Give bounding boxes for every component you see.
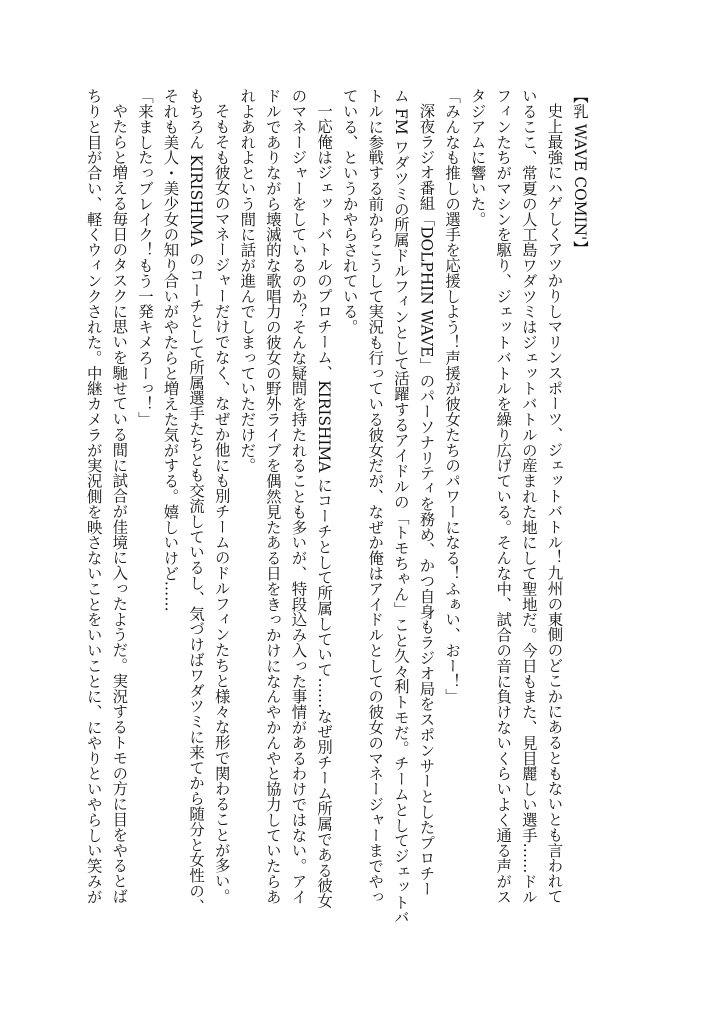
text-line: れよあれよという間に話が進んでしまっていただけだ。	[238, 88, 257, 473]
text-line: ドルでありながら壊滅的な歌唱力の彼女の野外ライブを偶然見たある日をきっかけになんやかんやと協力していたらあ	[263, 88, 282, 905]
text-line: フィンたちがマシンを駆り、ジェットバトルを繰り広げている。そんな中、試合の音に負けないくらいよく通る声がス	[494, 88, 513, 905]
text-line: 一応俺はジェットバトルのプロチーム、KIRISHIMA にコーチとして所属していて……なぜ別チーム所属である彼女	[315, 103, 334, 909]
text-line: もちろん KIRISHIMA のコーチとして所属選手たちとも交流しているし、気づけばワダツミに来てから随分と女性の、	[187, 88, 206, 914]
text-line: のマネージャーをしているのか？そんな疑問を持たれることも多いが、特段込み入った事情があるわけではない。アイ	[289, 88, 308, 905]
text-line: ちりと目が合い、軽くウィンクされた。中継カメラが実況側を映さないことをいいことに、にやりといやらしい笑みが	[84, 88, 103, 905]
text-line: ている、というかやらされている。	[340, 88, 359, 335]
dialogue-line: 「みんなも推しの選手を応援しよう！声援が彼女たちのパワーになる！ふぁい、おー！」	[443, 88, 462, 704]
dialogue-line: 「来ましたっブレイク！もう一発キメろーっ！」	[135, 88, 154, 427]
chapter-title: 【乳 WAVE COMIN'】	[571, 88, 589, 256]
text-line: やたらと増える毎日のタスクに思いを馳せている間に試合が佳境に入ったようだ。実況するトモの方に目をやるとば	[110, 103, 129, 905]
text-line: それも美人・美少女の知り合いがやたらと増えた気がする。嬉しいけど……	[161, 88, 180, 612]
text-line: 史上最強にハゲしくアツかりしマリンスポーツ、ジェットバトル！九州の東側のどこかにあるともないとも言われて	[545, 103, 564, 905]
text-line: トルに参戦する前からこうして実況も行っている彼女だが、なぜか俺はアイドルとしての彼女のマネージャーまでやっ	[366, 88, 385, 905]
text-line: タジアムに響いた。	[468, 88, 487, 227]
vertical-text-body	[80, 88, 592, 928]
text-line: そもそも彼女のマネージャーだけでなく、なぜか他にも別チームのドルフィンたちと様々な形で関わることが多い。	[212, 103, 231, 905]
text-line: いるここ、常夏の人工島ワダツミはジェットバトルの産まれた地にして聖地だ。今日もまた、見目麗しい選手……ドル	[519, 88, 538, 905]
text-line: 深夜ラジオ番組「DOLPHIN WAVE」のパーソナリティを務め、かつ自身もラジオ局をスポンサーとしたプロチー	[417, 103, 436, 897]
text-line: ム FM ワダツミの所属ドルフィンとして活躍するアイドルの「トモちゃん」こと久々利トモだ。チームとしてジェットバ	[391, 88, 410, 926]
